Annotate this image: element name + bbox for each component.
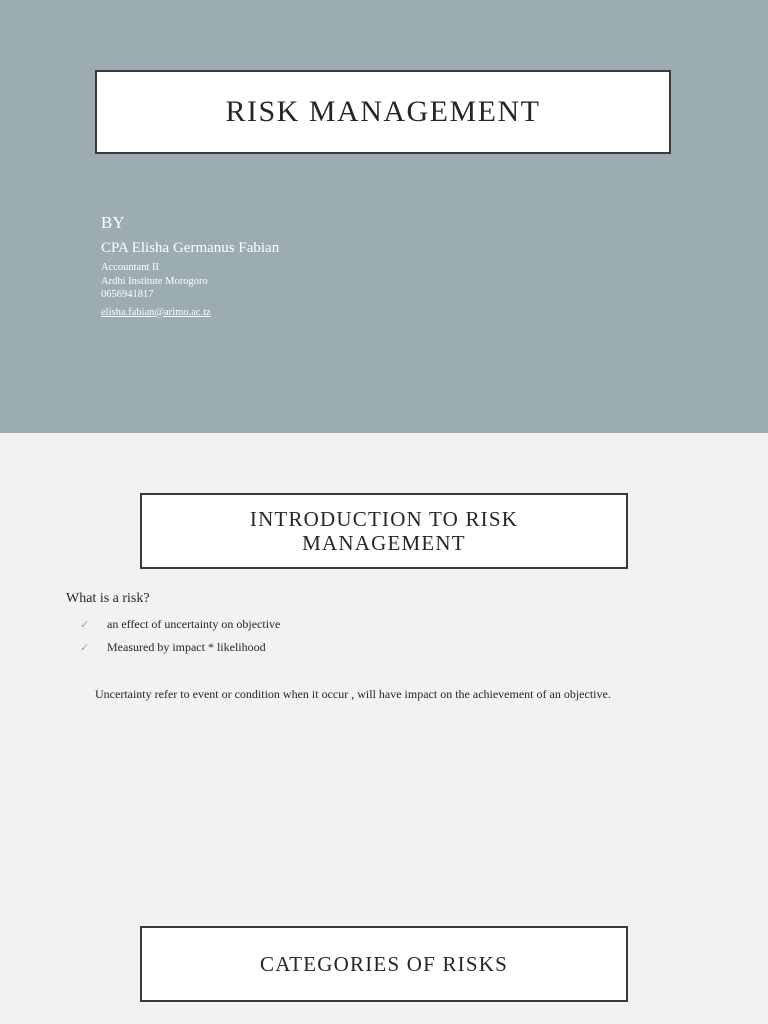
intro-title bbox=[250, 507, 518, 555]
bullet-text: Measured by impact * likelihood bbox=[107, 640, 266, 654]
categories-title-box bbox=[140, 926, 628, 1002]
check-icon: ✓ bbox=[80, 642, 90, 654]
uncertainty-note: Uncertainty refer to event or condition when it occur , will have impact on the achievement of an objective. bbox=[95, 687, 611, 701]
intro-title-line1: INTRODUCTION TO RISK bbox=[249, 507, 519, 531]
author-phone: 0656941817 bbox=[101, 289, 154, 300]
intro-title-box bbox=[140, 493, 628, 569]
slide-introduction bbox=[0, 433, 768, 858]
bullet-item bbox=[80, 617, 280, 632]
risk-question: What is a risk? bbox=[66, 591, 150, 606]
bullet-item bbox=[80, 640, 266, 655]
author-block bbox=[101, 212, 279, 320]
slide-categories bbox=[0, 858, 768, 1024]
author-email-link[interactable]: elisha.fabian@arimo.ac.tz bbox=[101, 306, 211, 318]
author-position: Accountant II bbox=[101, 262, 160, 273]
title-box bbox=[95, 70, 671, 154]
author-institution: Ardhi Institute Morogoro bbox=[101, 275, 208, 287]
by-label: BY bbox=[101, 213, 125, 232]
intro-title-line2: MANAGEMENT bbox=[302, 531, 466, 555]
categories-title: CATEGORIES OF RISKS bbox=[259, 951, 508, 976]
check-icon: ✓ bbox=[80, 619, 90, 631]
page-title: RISK MANAGEMENT bbox=[225, 95, 541, 128]
author-name: CPA Elisha Germanus Fabian bbox=[101, 240, 280, 256]
slide-title bbox=[0, 0, 768, 433]
bullet-text: an effect of uncertainty on objective bbox=[107, 617, 281, 631]
